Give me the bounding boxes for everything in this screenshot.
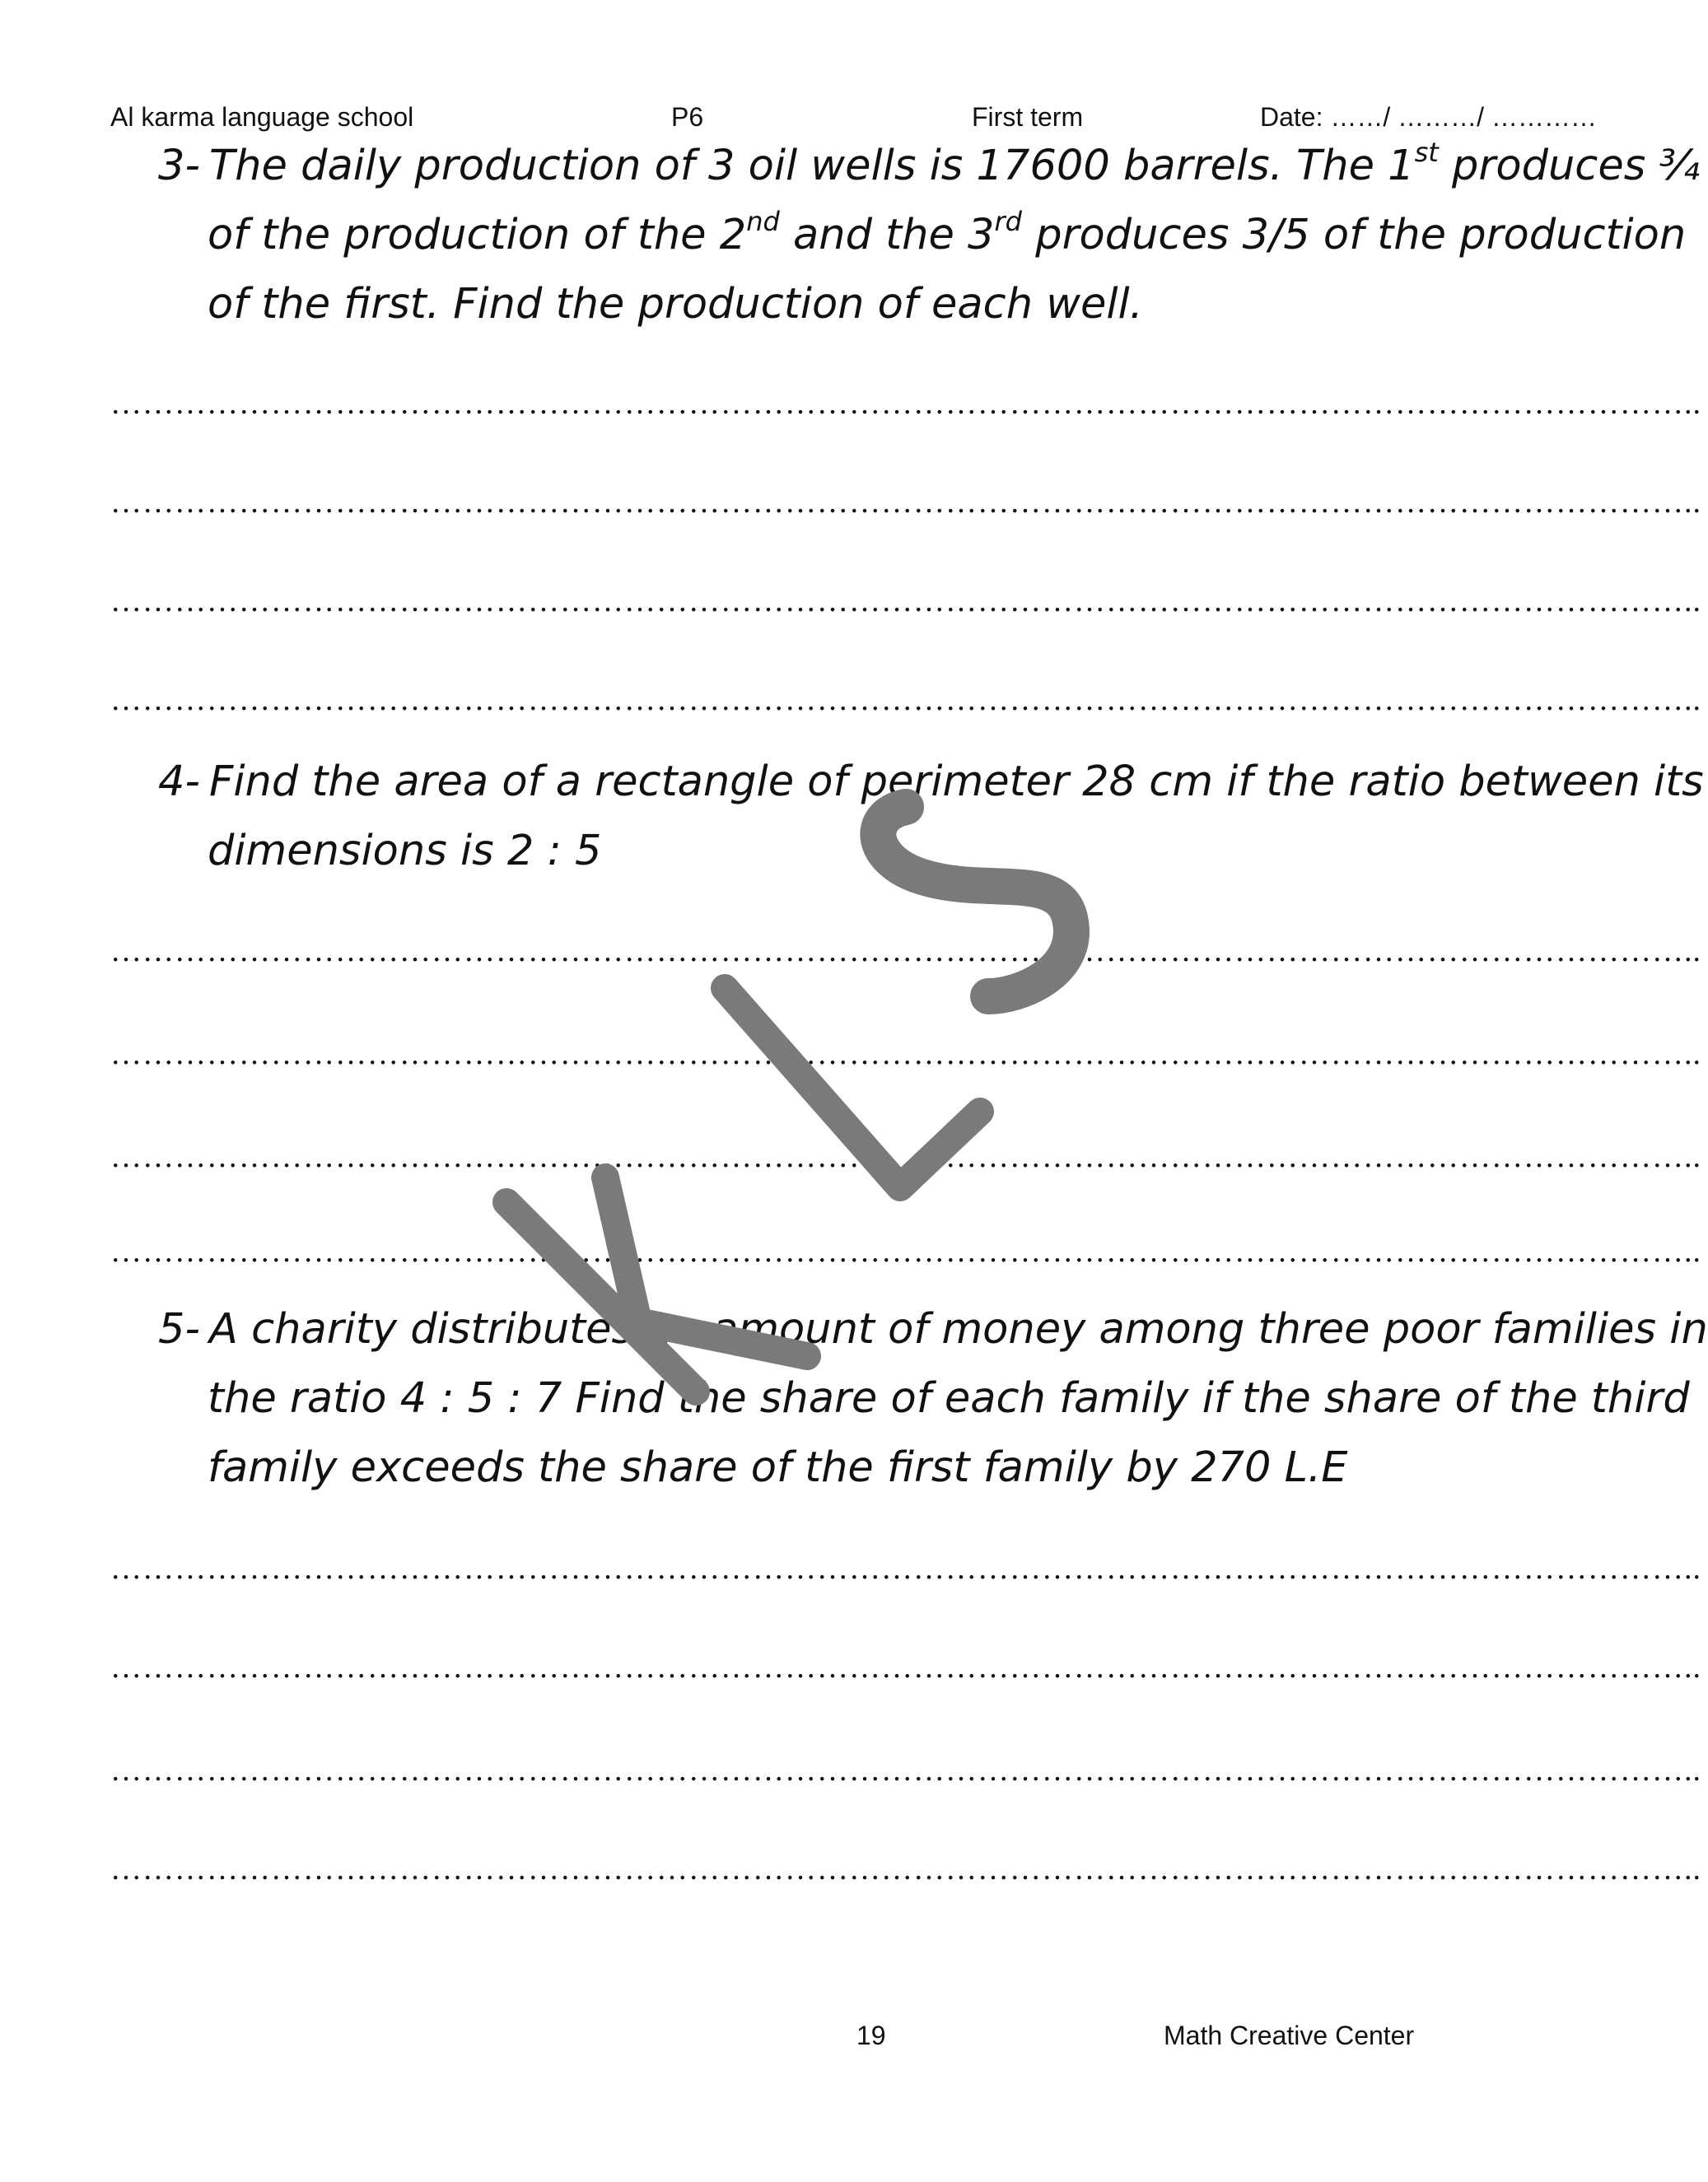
answer-line[interactable]: ………………………………………………………………………………………………………………………………….. [110,485,1701,520]
question-number: 3- [158,142,200,190]
question-text: of the first. Find the production of each well. [208,280,1143,329]
question-text: The daily production of 3 oil wells is 17600 barrels. The 1 [209,142,1415,190]
date-field: Date: ……/ ………/ ………… [1260,102,1597,132]
school-name: Al karma language school [110,102,414,132]
question-text: family exceeds the share of the first family by 270 L.E [208,1443,1348,1492]
page-number: 19 [856,2021,886,2050]
term-label: First term [972,102,1084,132]
question-text: produces 3/5 of the production [1021,211,1687,259]
page-header [0,99,1687,135]
question-text: dimensions is 2 : 5 [208,827,602,875]
center-name: Math Creative Center [1164,2021,1415,2050]
question-text: Find the area of a rectangle of perimeter 28 cm if the ratio between its [209,758,1704,806]
question-text: and the 3 [779,211,995,259]
question-3 [158,132,1700,339]
question-5-line-1 [158,1295,1708,1364]
page-footer [0,2017,1687,2054]
answer-line[interactable]: ………………………………………………………………………………………………………………………………….. [110,683,1701,717]
superscript: st [1414,137,1439,168]
answer-line[interactable]: ………………………………………………………………………………………………………………………………….. [110,386,1701,421]
answer-line[interactable]: ………………………………………………………………………………………………………………………………….. [110,1650,1701,1685]
grade-label: P6 [671,102,704,132]
superscript: rd [994,206,1022,237]
answer-line[interactable]: ………………………………………………………………………………………………………………………………….. [110,934,1701,968]
answer-line[interactable]: ………………………………………………………………………………………………………………………………….. [110,1852,1701,1886]
question-3-line-1 [158,132,1700,201]
question-text: A charity distributes an amount of money among three poor families in [209,1305,1708,1354]
question-5-line-2 [158,1364,1690,1434]
question-4-line-1 [158,748,1704,817]
question-text: of the production of the 2 [208,211,747,259]
question-5 [158,1295,1708,1503]
answer-line[interactable]: ………………………………………………………………………………………………………………………………….. [110,1140,1701,1174]
answer-line[interactable]: ………………………………………………………………………………………………………………………………….. [110,1234,1701,1269]
answer-line[interactable]: ………………………………………………………………………………………………………………………………….. [110,1551,1701,1586]
question-3-line-2 [158,201,1687,270]
answer-line[interactable]: ………………………………………………………………………………………………………………………………….. [110,1037,1701,1071]
superscript: nd [746,206,780,237]
question-number: 5- [158,1305,200,1354]
question-text: the ratio 4 : 5 : 7 Find the share of each family if the share of the third [208,1374,1690,1423]
question-4-line-2 [158,817,1640,886]
answer-line[interactable]: ………………………………………………………………………………………………………………………………….. [110,584,1701,618]
question-3-line-3 [158,270,1640,339]
question-text: produces ¾ [1438,142,1700,190]
answer-line[interactable]: ………………………………………………………………………………………………………………………………….. [110,1753,1701,1788]
question-5-line-3 [158,1434,1640,1503]
question-4 [158,748,1704,886]
question-number: 4- [158,758,200,806]
